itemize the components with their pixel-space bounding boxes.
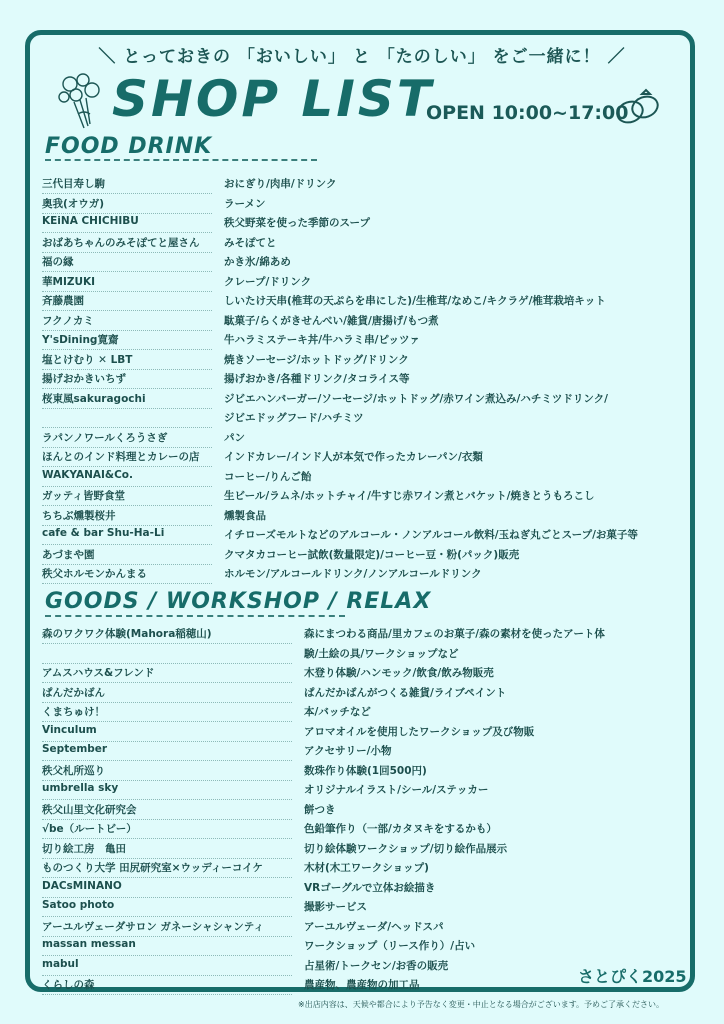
row-divider (42, 916, 292, 917)
row-divider (42, 858, 292, 859)
shop-name: 三代目寿し駒 (42, 178, 105, 190)
shop-name: 奥我(オウガ) (42, 197, 105, 210)
list-item (42, 352, 692, 371)
shop-name: ちちぶ燻製桜井 (42, 509, 116, 522)
shop-name: Y'sDining寛齋 (42, 334, 119, 346)
shop-name: あづまや園 (42, 548, 95, 561)
list-item (42, 176, 692, 195)
shop-items: イチローズモルトなどのアルコール・ノンアルコール飲料/玉ねぎ丸ごとスープ/お菓子等 (224, 529, 638, 541)
shop-name: 福の縁 (42, 256, 74, 268)
shop-items: 農産物、農産物の加工品 (304, 979, 420, 991)
shop-name: 華MIZUKI (42, 275, 96, 288)
row-divider (42, 544, 212, 545)
shop-name: 塩とけむり ✕ LBT (42, 353, 133, 366)
list-item (42, 566, 692, 585)
shop-items: クレープ/ドリンク (224, 275, 312, 288)
shop-items: 色鉛筆作り（一部/カタヌキをするかも） (304, 823, 497, 835)
row-divider (42, 213, 212, 214)
row-divider (42, 466, 212, 467)
list-item (42, 196, 692, 215)
row-divider (42, 741, 292, 742)
row-divider (42, 780, 292, 781)
shop-items: おにぎり/肉串/ドリンク (224, 178, 337, 190)
list-item (42, 254, 692, 273)
list-item (42, 410, 692, 429)
shop-name: 秩父札所巡り (42, 764, 105, 777)
shop-items: アーユルヴェーダ/ヘッドスパ (304, 920, 444, 933)
row-divider (42, 799, 292, 800)
tagline: ＼ とっておきの 「おいしい」 と 「たのしい」 をご一緒に！ ／ (98, 47, 626, 67)
shop-items: パン (224, 431, 245, 444)
shop-items: 秩父野菜を使った季節のスープ (224, 217, 370, 229)
shop-items: コーヒー/りんご飴 (224, 470, 312, 483)
row-divider (42, 877, 292, 878)
shop-items: 揚げおかき/各種ドリンク/タコライス等 (224, 373, 410, 385)
shop-items: 牛ハラミステーキ丼/牛ハラミ串/ピッツァ (224, 334, 420, 346)
shop-name: 揚げおかきいちず (42, 373, 126, 385)
shop-items: 木登り体験/ハンモック/飲食/飲み物販売 (304, 667, 494, 679)
shop-name: 斉藤農園 (42, 295, 84, 307)
shop-name: ガッティ皆野食堂 (42, 490, 125, 502)
list-item (42, 802, 692, 821)
row-divider (42, 271, 212, 272)
shop-name: Satoo photo (42, 899, 115, 911)
row-divider (42, 408, 212, 409)
section-heading-goods: GOODS / WORKSHOP / RELAX (45, 589, 432, 614)
row-divider (42, 486, 212, 487)
shop-items: オリジナルイラスト/シール/ステッカー (304, 784, 489, 796)
shop-items: 森にまつわる商品/里カフェのお菓子/森の素材を使ったアート体 (304, 628, 605, 640)
list-item (42, 215, 692, 234)
shop-name: WAKYANAI&Co. (42, 468, 133, 481)
row-divider (42, 583, 212, 584)
list-item (42, 508, 692, 527)
shop-name: √be（ルートビー） (42, 823, 137, 835)
shop-items: アロマオイルを使用したワークショップ及び物販 (304, 725, 535, 738)
row-divider (42, 310, 212, 311)
shop-items: しいたけ天串(椎茸の天ぷらを串にした)/生椎茸/なめこ/キクラゲ/椎茸栽培キット (224, 295, 606, 307)
shop-items: ラーメン (224, 197, 266, 210)
row-divider (42, 975, 292, 976)
shop-items: ホルモン/アルコールドリンク/ノンアルコールドリンク (224, 568, 482, 580)
row-divider (42, 427, 212, 428)
list-item (42, 449, 692, 468)
shop-items: 木材(木工ワークショップ) (304, 862, 429, 874)
shop-items: かき氷/綿あめ (224, 256, 291, 268)
row-divider (42, 721, 292, 722)
list-item (42, 547, 692, 566)
list-item (42, 527, 692, 546)
page-title: SHOP LIST (112, 70, 434, 128)
list-item (42, 704, 692, 723)
shop-items: VRゴーグルで立体お絵描き (304, 881, 436, 894)
shop-name: ラパンノワールくろうさぎ (42, 431, 168, 444)
section-divider (45, 159, 317, 161)
shop-name: 切り絵工房 亀田 (42, 842, 126, 855)
shop-items: みそぽてと (224, 236, 277, 249)
shop-name: おばあちゃんのみそぽてと屋さん (42, 236, 200, 249)
shop-name: ほんとのインド料理とカレーの店 (42, 451, 200, 463)
shop-name: 森のワクワク体験(Mahora稲穂山) (42, 628, 212, 640)
list-item (42, 430, 692, 449)
shop-name: September (42, 743, 108, 755)
list-item (42, 763, 692, 782)
shop-name: 秩父山里文化研究会 (42, 803, 137, 816)
row-divider (42, 505, 212, 506)
row-divider (42, 232, 212, 233)
row-divider (42, 291, 212, 292)
row-divider (42, 994, 292, 995)
shop-items: ジビエドッグフード/ハチミツ (224, 412, 364, 424)
shop-name: アーユルヴェーダサロン ガネーシャシャンティ (42, 920, 264, 933)
shop-items: 焼きソーセージ/ホットドッグ/ドリンク (224, 353, 409, 366)
shop-items: 切り絵体験ワークショップ/切り絵作品展示 (304, 842, 508, 855)
list-item (42, 646, 692, 665)
shop-name: KEiNA CHICHIBU (42, 215, 139, 227)
list-item (42, 938, 692, 957)
shop-items: ぱんだかばんがつくる雑貨/ライブペイント (304, 686, 507, 699)
row-divider (42, 819, 292, 820)
row-divider (42, 643, 292, 644)
row-divider (42, 564, 212, 565)
shop-items: 駄菓子/らくがきせんべい/雑貨/唐揚げ/もつ煮 (224, 314, 439, 327)
list-item (42, 919, 692, 938)
shop-name: umbrella sky (42, 782, 119, 794)
shop-items: 本/バッチなど (304, 706, 371, 718)
shop-items: 占星術/トークセン/お香の販売 (304, 959, 449, 972)
row-divider (42, 663, 292, 664)
row-divider (42, 447, 212, 448)
section-heading-food: FOOD DRINK (45, 134, 213, 159)
list-item (42, 293, 692, 312)
row-divider (42, 193, 212, 194)
shop-items: ジビエハンバーガー/ソーセージ/ホットドッグ/赤ワイン煮込み/ハチミツドリンク/ (224, 392, 608, 405)
list-item (42, 488, 692, 507)
shop-name: 桜東風sakuragochi (42, 392, 146, 405)
row-divider (42, 702, 292, 703)
list-item (42, 899, 692, 918)
shop-name: DACsMINANO (42, 879, 122, 892)
row-divider (42, 525, 212, 526)
list-item (42, 880, 692, 899)
list-item (42, 685, 692, 704)
opening-hours: OPEN 10:00~17:00 (426, 102, 629, 124)
shop-name: くらしの森 (42, 979, 95, 991)
shop-items: 餅つき (304, 803, 336, 816)
list-item (42, 469, 692, 488)
shop-items: 験/土絵の具/ワークショップなど (304, 647, 459, 660)
shop-name: cafe & bar Shu-Ha-Li (42, 527, 165, 539)
shop-name: mabul (42, 957, 79, 970)
shop-name: フクノカミ (42, 314, 94, 327)
list-item (42, 332, 692, 351)
list-item (42, 391, 692, 410)
row-divider (42, 936, 292, 937)
row-divider (42, 682, 292, 683)
bouquet-icon (50, 70, 110, 132)
shop-name: アムスハウス&フレンド (42, 667, 155, 679)
shop-name: くまちゅけ！ (42, 706, 105, 718)
row-divider (42, 760, 292, 761)
list-item (42, 274, 692, 293)
section-divider (45, 615, 345, 617)
row-divider (42, 252, 212, 253)
list-item (42, 782, 692, 801)
row-divider (42, 838, 292, 839)
shop-name: massan messan (42, 938, 136, 950)
rings-icon (612, 88, 664, 128)
list-item (42, 371, 692, 390)
list-item (42, 841, 692, 860)
list-item (42, 743, 692, 762)
list-item (42, 313, 692, 332)
row-divider (42, 369, 212, 370)
list-item (42, 724, 692, 743)
shop-items: アクセサリー/小物 (304, 745, 392, 757)
shop-items: 燻製食品 (224, 509, 266, 522)
row-divider (42, 897, 292, 898)
row-divider (42, 955, 292, 956)
list-item (42, 665, 692, 684)
list-item (42, 821, 692, 840)
shop-name: ものつくり大学 田尻研究室×ウッディーコイケ (42, 862, 263, 874)
shop-items: 生ビール/ラムネ/ホットチャイ/牛すじ赤ワイン煮とバケット/焼きとうもろこし (224, 490, 595, 502)
brand-label: さとぴく2025 (578, 967, 687, 986)
footnote: ※出店内容は、天候や都合により予告なく変更・中止となる場合がございます。予めご了承ください。 (298, 1000, 665, 1009)
shop-items: クマタカコーヒー試飲(数量限定)/コーヒー豆・粉(パック)販売 (224, 548, 520, 561)
shop-items: ワークショップ（リース作り）/占い (304, 940, 476, 952)
row-divider (42, 330, 212, 331)
row-divider (42, 388, 212, 389)
shop-items: 撮影サービス (304, 901, 367, 913)
row-divider (42, 349, 212, 350)
shop-items: 数珠作り体験(1回500円) (304, 764, 427, 777)
shop-name: Vinculum (42, 723, 97, 736)
shop-name: 秩父ホルモンかんまる (42, 568, 147, 580)
list-item (42, 860, 692, 879)
list-item (42, 626, 692, 645)
shop-items: インドカレー/インド人が本気で作ったカレーパン/衣類 (224, 451, 483, 463)
shop-name: ぱんだかばん (42, 686, 105, 699)
list-item (42, 235, 692, 254)
